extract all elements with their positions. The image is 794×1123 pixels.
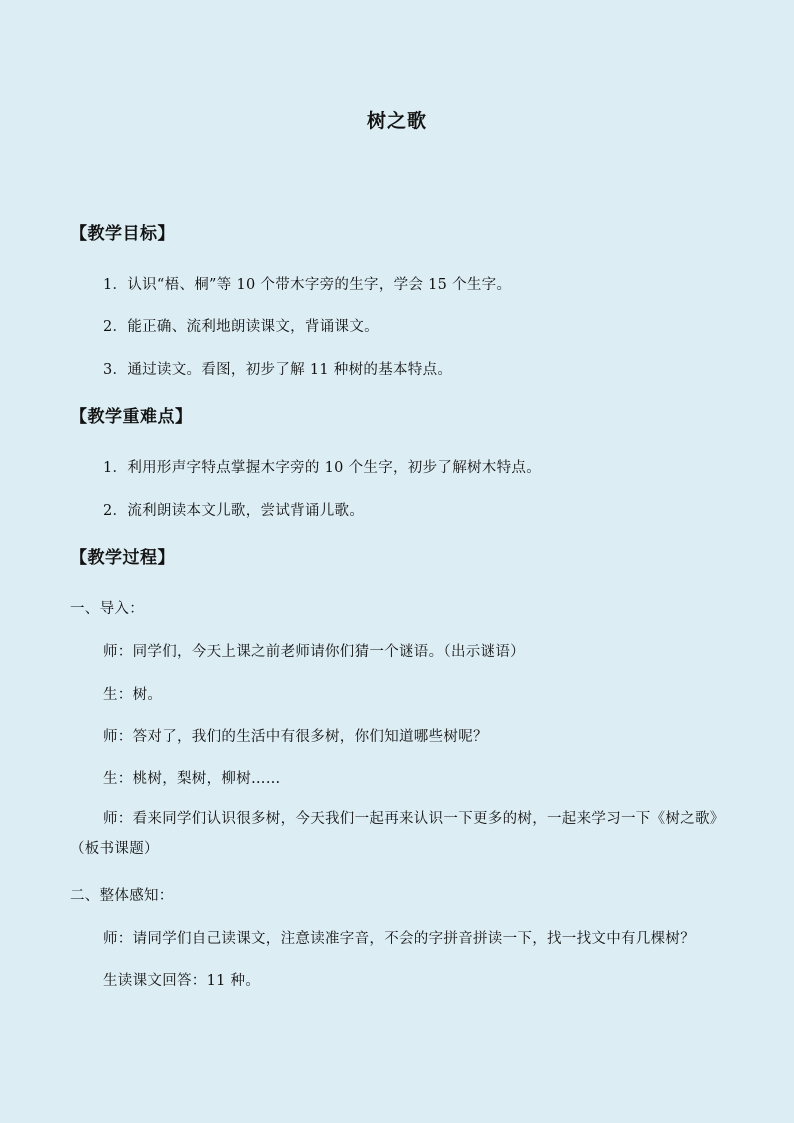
dialogue-line-2: 生：树。: [103, 687, 163, 703]
step-label-intro: 一、导入：: [70, 601, 144, 617]
dialogue-line-7: 生读课文回答：11 种。: [103, 973, 261, 989]
goal-item-2: 2．能正确、流利地朗读课文，背诵课文。: [103, 319, 379, 335]
dialogue-line-1: 师：同学们，今天上课之前老师请你们猜一个谜语。（出示谜语）: [103, 644, 525, 660]
difficulty-item-2: 2．流利朗读本文儿歌，尝试背诵儿歌。: [103, 503, 365, 519]
dialogue-line-3: 师：答对了，我们的生活中有很多树，你们知道哪些树呢？: [103, 729, 488, 745]
goal-item-1: 1．认识“梧、桐”等 10 个带木字旁的生字，学会 15 个生字。: [103, 277, 512, 293]
document-title: 树之歌: [366, 110, 427, 132]
dialogue-line-5: 师：看来同学们认识很多树，今天我们一起再来认识一下更多的树，一起来学习一下《树之歌》（板书课题）: [70, 811, 718, 857]
dialogue-line-4: 生：桃树，梨树，柳树……: [103, 771, 281, 787]
difficulty-item-1: 1．利用形声字特点掌握木字旁的 10 个生字，初步了解树木特点。: [103, 460, 541, 476]
section-heading-goals: 【教学目标】: [70, 224, 175, 244]
goal-item-3: 3．通过读文。看图，初步了解 11 种树的基本特点。: [103, 362, 453, 378]
dialogue-line-6: 师：请同学们自己读课文，注意读准字音，不会的字拼音拼读一下，找一找文中有几棵树？: [103, 931, 695, 947]
step-label-overview: 二、整体感知：: [70, 888, 174, 904]
section-heading-difficulties: 【教学重难点】: [70, 407, 193, 427]
section-heading-process: 【教学过程】: [70, 548, 175, 568]
